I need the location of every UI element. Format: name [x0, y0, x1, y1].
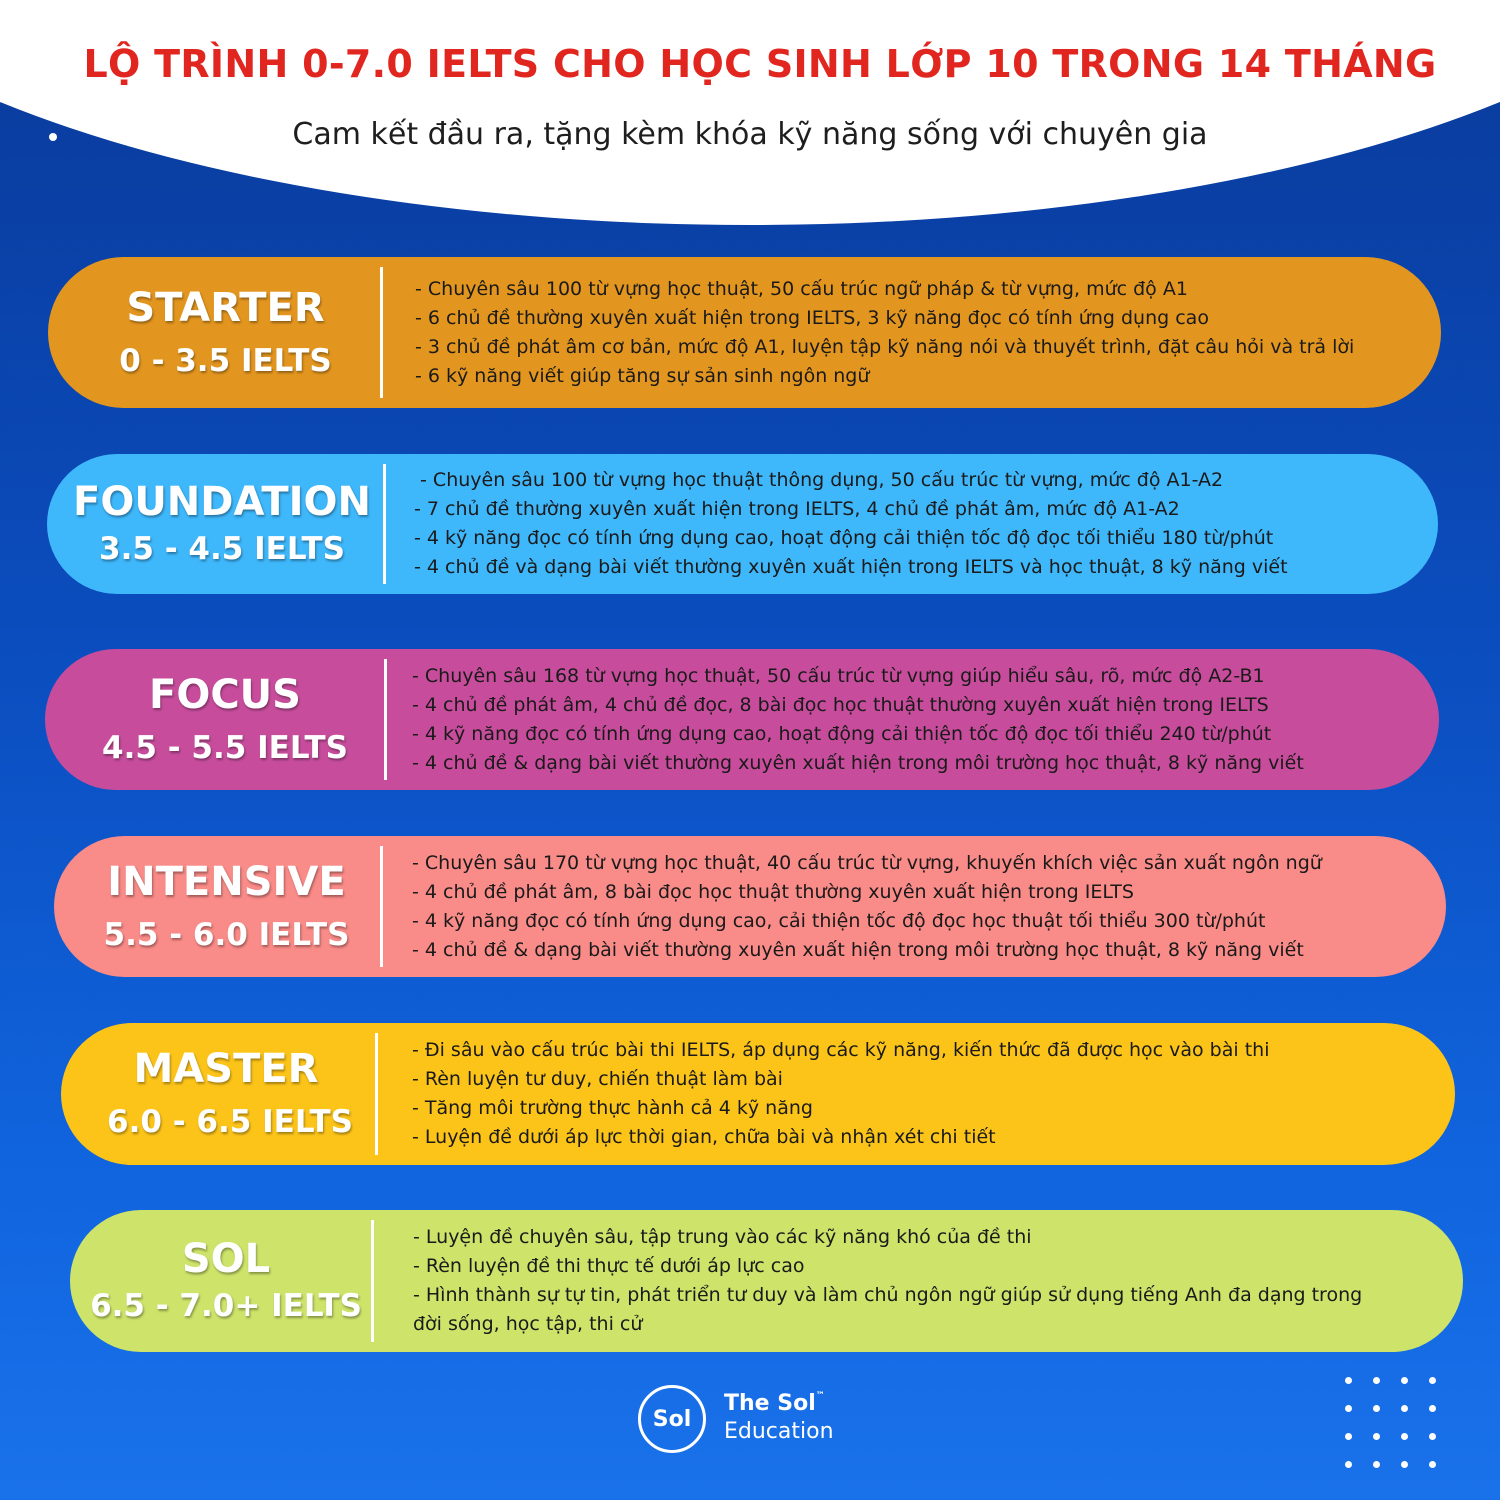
logo-brand-subtitle: Education: [724, 1419, 834, 1444]
level-range: 4.5 - 5.5 IELTS: [102, 729, 348, 766]
dot: [1373, 1405, 1380, 1412]
level-item: - 7 chủ đề thường xuyên xuất hiện trong IELTS, 4 chủ đề phát âm, mức độ A1-A2: [414, 498, 1180, 520]
level-item: - Rèn luyện tư duy, chiến thuật làm bài: [412, 1068, 783, 1090]
level-name: STARTER: [126, 284, 325, 331]
level-description: [413, 1210, 1373, 1352]
level-description: [412, 649, 1399, 790]
sol-logo-icon: Sol: [638, 1385, 706, 1453]
header-background: [0, 0, 1500, 225]
level-name: MASTER: [133, 1046, 319, 1092]
level-item: - 4 chủ đề & dạng bài viết thường xuyên xuất hiện trong môi trường học thuật, 8 kỹ năng viết: [412, 751, 1304, 774]
level-item: - Đi sâu vào cấu trúc bài thi IELTS, áp dụng các kỹ năng, kiến thức đã được học vào bài thi: [412, 1039, 1270, 1061]
level-item: - 6 kỹ năng viết giúp tăng sự sản sinh ngôn ngữ: [415, 364, 870, 387]
level-divider: [380, 267, 383, 398]
level-item: - 4 chủ đề phát âm, 4 chủ đề đọc, 8 bài đọc học thuật thường xuyên xuất hiện trong IELTS: [412, 693, 1269, 716]
level-item: - Luyện đề chuyên sâu, tập trung vào các kỹ năng khó của đề thi: [413, 1226, 1032, 1248]
level-description: [412, 836, 1406, 977]
level-name: FOUNDATION: [73, 479, 371, 525]
level-card-master: [61, 1023, 1455, 1165]
dot: [1429, 1377, 1436, 1384]
level-item: - Chuyên sâu 168 từ vựng học thuật, 50 cấu trúc từ vựng giúp hiểu sâu, rõ, mức độ A2-B1: [412, 664, 1265, 687]
level-divider: [384, 659, 387, 780]
level-heading: [48, 257, 403, 408]
dot: [1429, 1461, 1436, 1468]
level-card-intensive: [54, 836, 1446, 977]
level-item: - 4 chủ đề & dạng bài viết thường xuyên xuất hiện trong môi trường học thuật, 8 kỹ năng viết: [412, 938, 1304, 961]
brand-logo: [638, 1385, 878, 1455]
level-name: SOL: [181, 1236, 271, 1282]
level-item: - Chuyên sâu 100 từ vựng học thuật, 50 cấu trúc ngữ pháp & từ vựng, mức độ A1: [415, 277, 1188, 300]
logo-brand-name: [724, 1391, 825, 1416]
dot: [1345, 1461, 1352, 1468]
dot: [1429, 1405, 1436, 1412]
level-card-starter: [48, 257, 1441, 408]
level-divider: [383, 464, 386, 584]
level-item: - 4 chủ đề và dạng bài viết thường xuyên xuất hiện trong IELTS và học thuật, 8 kỹ năng viết: [414, 556, 1288, 578]
dot: [1345, 1377, 1352, 1384]
dot: [1345, 1405, 1352, 1412]
dot: [1401, 1433, 1408, 1440]
level-divider: [380, 846, 383, 967]
dot: [1401, 1461, 1408, 1468]
level-heading: [45, 649, 405, 790]
level-item: - 4 kỹ năng đọc có tính ứng dụng cao, hoạt động cải thiện tốc độ đọc tối thiểu 180 từ/phút: [414, 527, 1274, 549]
dot: [1401, 1405, 1408, 1412]
dot: [1373, 1461, 1380, 1468]
level-item: - 4 kỹ năng đọc có tính ứng dụng cao, hoạt động cải thiện tốc độ đọc tối thiểu 240 từ/phút: [412, 722, 1272, 745]
level-description: [415, 257, 1401, 408]
page-subtitle: Cam kết đầu ra, tặng kèm khóa kỹ năng sống với chuyên gia: [292, 117, 1208, 152]
level-item: - 4 kỹ năng đọc có tính ứng dụng cao, cải thiện tốc độ đọc học thuật tối thiểu 300 từ/phút: [412, 909, 1266, 932]
level-heading: [47, 454, 397, 594]
dot: [1401, 1377, 1408, 1384]
level-range: 6.5 - 7.0+ IELTS: [90, 1288, 362, 1324]
level-card-foundation: [47, 454, 1438, 594]
level-item: - Hình thành sự tự tin, phát triển tư duy và làm chủ ngôn ngữ giúp sử dụng tiếng Anh đa dạng trong đời sống, học tập, thi cử: [413, 1284, 1363, 1335]
dot: [1373, 1377, 1380, 1384]
decorative-dot-grid: [1345, 1377, 1445, 1477]
level-divider: [371, 1220, 374, 1342]
level-range: 3.5 - 4.5 IELTS: [99, 531, 345, 567]
level-item: - Chuyên sâu 100 từ vựng học thuật thông dụng, 50 cấu trúc từ vựng, mức độ A1-A2: [414, 469, 1224, 491]
level-range: 6.0 - 6.5 IELTS: [107, 1104, 353, 1140]
level-item: - Chuyên sâu 170 từ vựng học thuật, 40 cấu trúc từ vựng, khuyến khích việc sản xuất ngôn ngữ: [412, 851, 1322, 874]
level-item: - 6 chủ đề thường xuyên xuất hiện trong IELTS, 3 kỹ năng đọc có tính ứng dụng cao: [415, 306, 1209, 329]
level-range: 5.5 - 6.0 IELTS: [103, 916, 350, 953]
level-range: 0 - 3.5 IELTS: [119, 342, 332, 379]
level-item: - Luyện đề dưới áp lực thời gian, chữa bài và nhận xét chi tiết: [412, 1126, 996, 1148]
dot: [1373, 1433, 1380, 1440]
level-name: INTENSIVE: [107, 858, 346, 905]
decorative-dot: [49, 133, 57, 141]
dot: [1345, 1433, 1352, 1440]
level-item: - Rèn luyện đề thi thực tế dưới áp lực cao: [413, 1255, 805, 1277]
level-name: FOCUS: [149, 671, 301, 718]
level-heading: [70, 1210, 382, 1352]
trademark-symbol: ™: [815, 1391, 825, 1401]
logo-line1: The Sol: [724, 1391, 816, 1416]
page-title: LỘ TRÌNH 0-7.0 IELTS CHO HỌC SINH LỚP 10 TRONG 14 THÁNG: [83, 42, 1437, 86]
level-item: - 3 chủ đề phát âm cơ bản, mức độ A1, luyện tập kỹ năng nói và thuyết trình, đặt câu hỏi và trả lời: [415, 335, 1355, 358]
level-heading: [54, 836, 399, 977]
level-card-focus: [45, 649, 1439, 790]
level-description: [414, 454, 1398, 594]
level-heading: [61, 1023, 391, 1165]
level-divider: [375, 1033, 378, 1155]
dot: [1429, 1433, 1436, 1440]
level-description: [412, 1023, 1415, 1165]
level-item: - 4 chủ đề phát âm, 8 bài đọc học thuật thường xuyên xuất hiện trong IELTS: [412, 880, 1134, 903]
level-card-sol: [70, 1210, 1463, 1352]
level-item: - Tăng môi trường thực hành cả 4 kỹ năng: [412, 1097, 813, 1119]
